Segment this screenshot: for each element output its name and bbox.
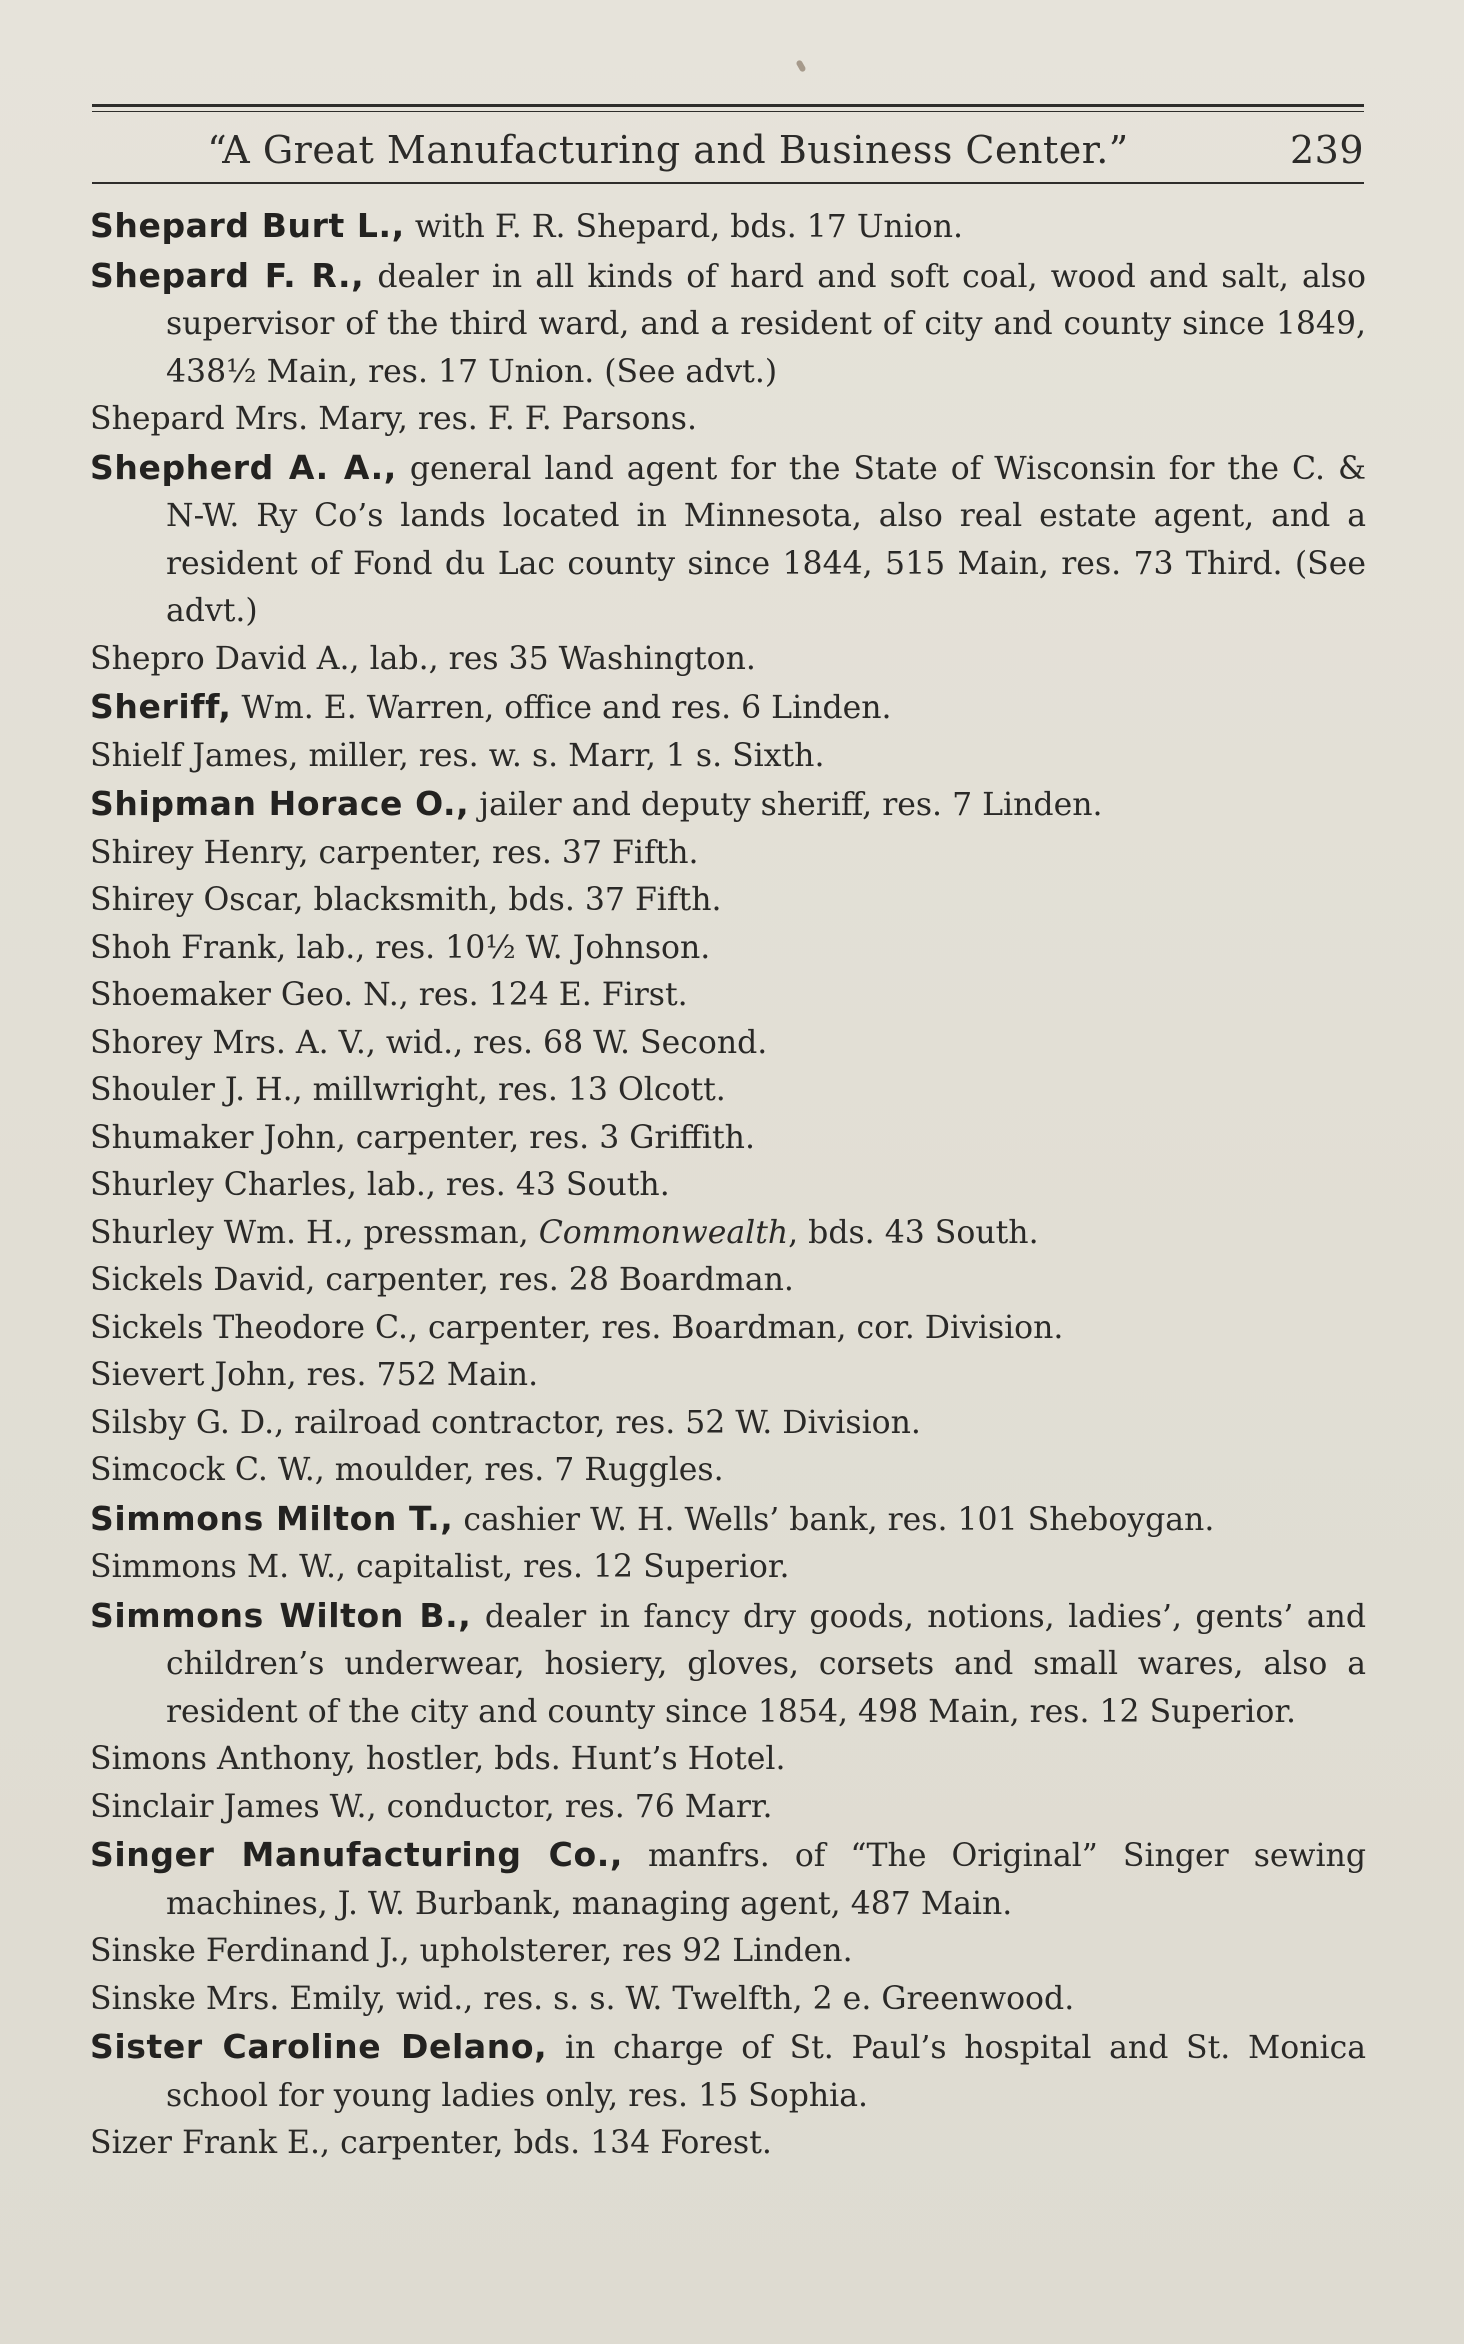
- entry-name: Sickels Theodore C.,: [90, 1309, 419, 1346]
- entry-name: Simmons Milton T.,: [90, 1498, 454, 1538]
- entry-details: cashier W. H. Wells’ bank, res. 101 Sheboygan.: [453, 1501, 1215, 1538]
- directory-entry: [90, 252, 1366, 397]
- directory-entry: [90, 2120, 1366, 2168]
- directory-entry: [90, 1162, 1366, 1210]
- ink-smudge: [795, 59, 806, 72]
- entry-details: lab., res. 10½ W. Johnson.: [286, 929, 711, 966]
- entry-name: Simons Anthony,: [90, 1741, 356, 1777]
- directory-entry: [90, 972, 1366, 1020]
- entry-name: Singer Manufacturing Co.,: [90, 1835, 623, 1874]
- entry-details: railroad contractor, res. 52 W. Division.: [284, 1404, 921, 1441]
- entry-details: carpenter, res. Boardman, cor. Division.: [418, 1309, 1064, 1346]
- directory-entry: [90, 1020, 1366, 1068]
- entry-name: Shepard Mrs. Mary,: [90, 401, 408, 437]
- entry-details: wid., res. s. s. W. Twelfth, 2 e. Greenwood.: [386, 1980, 1075, 2017]
- directory-entry: [90, 780, 1366, 830]
- directory-entry: [90, 2023, 1366, 2120]
- entry-name: Sheriff,: [90, 687, 232, 726]
- entry-details: moulder, res. 7 Ruggles.: [324, 1452, 724, 1488]
- entry-details: with F. R. Shepard, bds. 17 Union.: [404, 209, 964, 245]
- directory-entry: [90, 1067, 1366, 1115]
- entry-name: Shepherd A. A.,: [90, 447, 397, 487]
- directory-entry: [90, 1976, 1366, 2024]
- directory-entry: [90, 1495, 1366, 1545]
- entry-details: pressman,: [353, 1214, 539, 1251]
- entry-details: lab., res. 43 South.: [356, 1167, 670, 1203]
- entry-details: conductor, res. 76 Marr.: [376, 1788, 773, 1825]
- directory-entry: [90, 1210, 1366, 1258]
- directory-entry: [90, 1928, 1366, 1976]
- entry-details: carpenter, res. 37 Fifth.: [308, 834, 699, 871]
- entry-name: Shepard F. R.,: [90, 255, 365, 295]
- entry-name: Shorey Mrs. A. V.,: [90, 1024, 376, 1061]
- entry-details: millwright, res. 13 Olcott.: [302, 1072, 726, 1108]
- entry-details: carpenter, res. 28 Boardman.: [315, 1262, 794, 1298]
- entry-name: Shoemaker Geo. N.,: [90, 977, 409, 1013]
- directory-entry: [90, 1592, 1366, 1737]
- directory-entry: [90, 877, 1366, 925]
- directory-entry: [90, 202, 1366, 252]
- entry-name: Shirey Oscar,: [90, 882, 304, 918]
- directory-entry: [90, 1544, 1366, 1592]
- entry-name: Sinske Ferdinand J.,: [90, 1933, 410, 1969]
- entry-publication: Commonwealth: [538, 1214, 789, 1251]
- page-number: 239: [1289, 128, 1364, 172]
- directory-entry: [90, 1784, 1366, 1832]
- entry-name: Simmons M. W.,: [90, 1549, 346, 1585]
- entry-details: Wm. E. Warren, office and res. 6 Linden.: [231, 690, 892, 726]
- running-title: “A Great Manufacturing and Business Center.”: [207, 128, 1129, 172]
- entry-name: Silsby G. D.,: [90, 1404, 285, 1441]
- directory-entry: [90, 1447, 1366, 1495]
- entry-name: Shielf James,: [90, 737, 299, 774]
- entry-details: dealer in fancy dry goods, notions, ladies’, gents’ and children’s underwear, hosiery, gloves, corsets and small wares, also a resident of the city and county since 1854, 498 Main, res. 12 Superior.: [166, 1598, 1367, 1730]
- entry-details: general land agent for the State of Wisconsin for the C. & N-W. Ry Co’s lands located in Minnesota, also real estate agent, and a resident of Fond du Lac county since 1844, 515 Main, res. 73 Third. (See advt.): [166, 450, 1366, 629]
- directory-entry: [90, 925, 1366, 973]
- entry-details: carpenter, res. 3 Griffith.: [345, 1119, 755, 1156]
- entry-name: Sickels David,: [90, 1262, 316, 1298]
- entry-name: Sister Caroline Delano,: [90, 2027, 548, 2066]
- entry-details: wid., res. 68 W. Second.: [375, 1024, 768, 1061]
- directory-entry: [90, 733, 1366, 781]
- entry-name: Shepro David A.,: [90, 640, 360, 677]
- entry-details: blacksmith, bds. 37 Fifth.: [303, 882, 722, 918]
- entry-name: Shumaker John,: [90, 1119, 346, 1156]
- directory-entry: [90, 1831, 1366, 1928]
- entry-details: manfrs. of “The Original” Singer sewing machines, J. W. Burbank, managing agent, 487 Main.: [166, 1838, 1366, 1922]
- entry-name: Shurley Wm. H.,: [90, 1214, 354, 1251]
- entry-name: Shoh Frank,: [90, 929, 287, 966]
- entry-details: upholsterer, res 92 Linden.: [409, 1933, 853, 1969]
- entry-name: Shepard Burt L.,: [90, 206, 405, 245]
- entry-details: lab., res 35 Washington.: [359, 640, 756, 677]
- directory-entry: [90, 1352, 1366, 1400]
- directory-entry: [90, 1736, 1366, 1784]
- directory-entry: [90, 396, 1366, 444]
- entry-details: jailer and deputy sheriff, res. 7 Linden.: [469, 787, 1103, 823]
- header-top-rule: [92, 104, 1364, 112]
- entry-details: capitalist, res. 12 Superior.: [346, 1549, 790, 1585]
- entry-name: Shipman Horace O.,: [90, 784, 470, 823]
- entry-name: Shirey Henry,: [90, 834, 309, 871]
- entry-details: res. 124 E. First.: [408, 977, 688, 1013]
- entry-name: Sizer Frank E.,: [90, 2125, 331, 2161]
- entry-details: miller, res. w. s. Marr, 1 s. Sixth.: [298, 737, 825, 774]
- entry-details: in charge of St. Paul’s hospital and St. Monica school for young ladies only, res. 15 Sophia.: [166, 2030, 1366, 2114]
- entry-name: Simmons Wilton B.,: [90, 1595, 472, 1635]
- entry-details: res. 752 Main.: [296, 1357, 539, 1393]
- entry-name: Shouler J. H.,: [90, 1072, 303, 1108]
- entry-details-after: , bds. 43 South.: [788, 1214, 1039, 1251]
- entry-name: Sinclair James W.,: [90, 1788, 377, 1825]
- directory-entry: [90, 636, 1366, 684]
- entry-details: res. F. F. Parsons.: [407, 401, 697, 437]
- entry-details: hostler, bds. Hunt’s Hotel.: [355, 1741, 786, 1777]
- directory-entry: [90, 1257, 1366, 1305]
- directory-entry: [90, 830, 1366, 878]
- entry-name: Shurley Charles,: [90, 1167, 357, 1203]
- directory-entry: [90, 683, 1366, 733]
- entry-name: Simcock C. W.,: [90, 1452, 325, 1488]
- entry-details: dealer in all kinds of hard and soft coal, wood and salt, also supervisor of the third ward, and a resident of city and county since 1849, 438½ Main, res. 17 Union. (See advt.): [166, 258, 1366, 390]
- directory-entries: [90, 202, 1366, 2168]
- directory-entry: [90, 1115, 1366, 1163]
- directory-entry: [90, 1305, 1366, 1353]
- directory-entry: [90, 444, 1366, 636]
- entry-name: Sinske Mrs. Emily,: [90, 1980, 386, 2017]
- entry-name: Sievert John,: [90, 1357, 297, 1393]
- entry-details: carpenter, bds. 134 Forest.: [330, 2125, 772, 2161]
- header-bottom-rule: [92, 182, 1364, 184]
- page-header: [92, 122, 1364, 178]
- directory-entry: [90, 1400, 1366, 1448]
